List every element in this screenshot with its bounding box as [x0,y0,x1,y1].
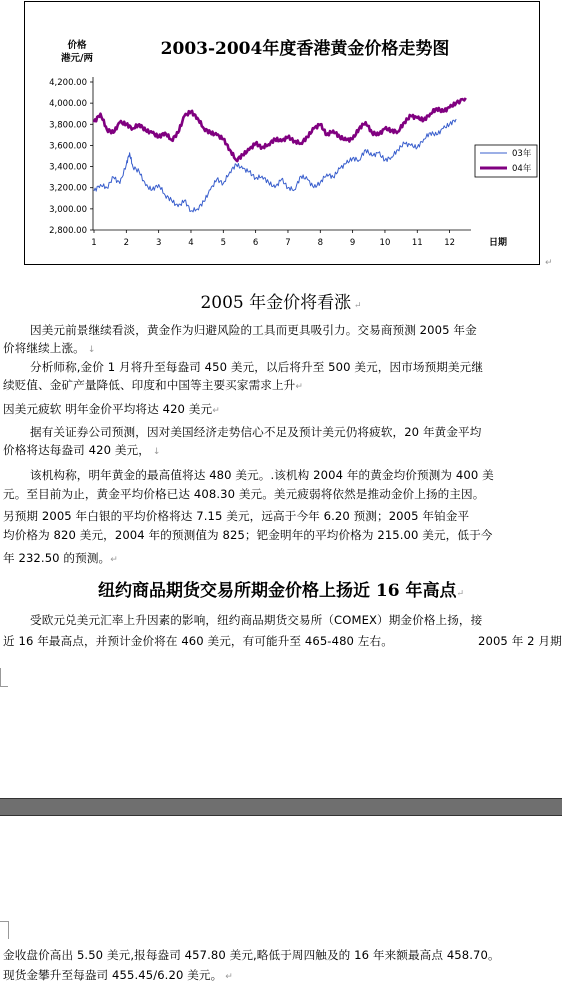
x-axis [91,230,471,248]
legend [475,145,537,177]
paragraph-line: 该机构称，明年黄金的最高值将达 480 美元。.该机构 2004 年的黄金均价预测为 400 美 [30,468,494,482]
heading-comex-gold: 纽约商品期货交易所期金价格上扬近 16 年高点↵ [97,581,465,601]
x-tick-label: 8 [317,238,324,248]
y-tick-label: 3,200.00 [49,183,87,194]
subheading-line: 因美元疲软 明年金价平均将达 420 美元↵ [3,402,220,416]
x-tick-label: 6 [252,238,259,248]
paragraph-line: 因美元前景继续看淡，黄金作为归避风险的工具而更具吸引力。交易商预测 2005 年金 [30,323,477,337]
paragraph-line: 价将继续上涨。 ↓ [3,341,96,355]
chart-canvas [25,2,541,266]
series-line-04年 [94,98,466,161]
y-tick-label: 3,000.00 [49,204,87,215]
x-tick-label: 5 [220,238,227,248]
paragraph-line: 金收盘价高出 5.50 美元,报每盎司 457.80 美元,略低于周四触及的 16 年来额最高点 458.70。 [3,948,500,962]
legend-label-03: 03年 [512,149,532,159]
paragraph-line: 现货金攀升至每盎司 455.45/6.20 美元。 ↵ [3,968,233,982]
x-tick-label: 7 [285,238,291,248]
y-tick-label: 2,800.00 [49,226,87,236]
x-tick-label: 2 [123,238,130,248]
x-tick-label: 3 [155,238,162,248]
paragraph-line: 元。至目前为止，黄金平均价格已达 408.30 美元。美元疲弱将依然是推动金价上扬的主因。 [3,487,485,501]
crop-mark [8,921,9,939]
paragraph-line: 价格将达每盎司 420 美元， ↓ [3,443,161,457]
y-tick-label: 4,200.00 [49,78,87,88]
y-axis-label-line1: 价格 [67,40,87,51]
heading-2005-gold-outlook: 2005 年金价将看涨 ↵ [200,293,362,313]
y-axis-label-line2: 港元/两 [61,53,93,64]
crop-mark [0,686,8,687]
paragraph-line: 受欧元兑美元汇率上升因素的影响，纽约商品期货交易所（COMEX）期金价格上扬，接 [30,613,483,627]
paragraph-mark: ↵ [545,258,553,268]
legend-label-04: 04年 [512,164,532,174]
x-tick-label: 10 [379,238,391,248]
gold-price-chart [24,1,540,265]
y-axis [49,77,93,236]
paragraph-line: 近 16 年最高点，并预计金价将在 460 美元，有可能升至 465-480 左右。 2005 年 2 月期 [3,634,562,648]
x-axis-label: 日期 [488,238,508,248]
page-break-separator [0,798,562,816]
y-tick-label: 3,800.00 [49,120,87,131]
paragraph-line: 续贬值、金矿产量降低、印度和中国等主要买家需求上升↵ [3,378,304,392]
y-tick-label: 4,000.00 [49,99,87,110]
x-tick-label: 9 [349,238,356,248]
paragraph-line: 据有关证券公司预测，因对美国经济走势信心不足及预计美元仍将疲软，20 年黄金平均 [30,425,482,439]
y-tick-label: 3,400.00 [49,162,87,173]
paragraph-line: 年 232.50 的预测。↵ [3,551,118,565]
chart-title: 2003-2004年度香港黄金价格走势图 [160,39,450,59]
crop-mark [0,668,1,686]
paragraph-line: 均价格为 820 美元，2004 年的预测值为 825；钯金明年的平均价格为 215.00 美元，低于今 [3,528,493,542]
paragraph-line: 另预期 2005 年白银的平均价格将达 7.15 美元，远高于今年 6.20 预测；2005 年铂金平 [3,509,470,523]
y-tick-label: 3,600.00 [49,141,87,152]
crop-mark [0,921,8,922]
x-tick-label: 1 [91,238,97,248]
x-tick-label: 12 [444,238,456,248]
plot-area [94,98,466,212]
x-tick-label: 11 [411,238,423,248]
x-tick-label: 4 [188,238,194,248]
paragraph-line: 分析师称,金价 1 月将升至每盎司 450 美元，以后将升至 500 美元，因市场预期美元继 [30,360,484,374]
